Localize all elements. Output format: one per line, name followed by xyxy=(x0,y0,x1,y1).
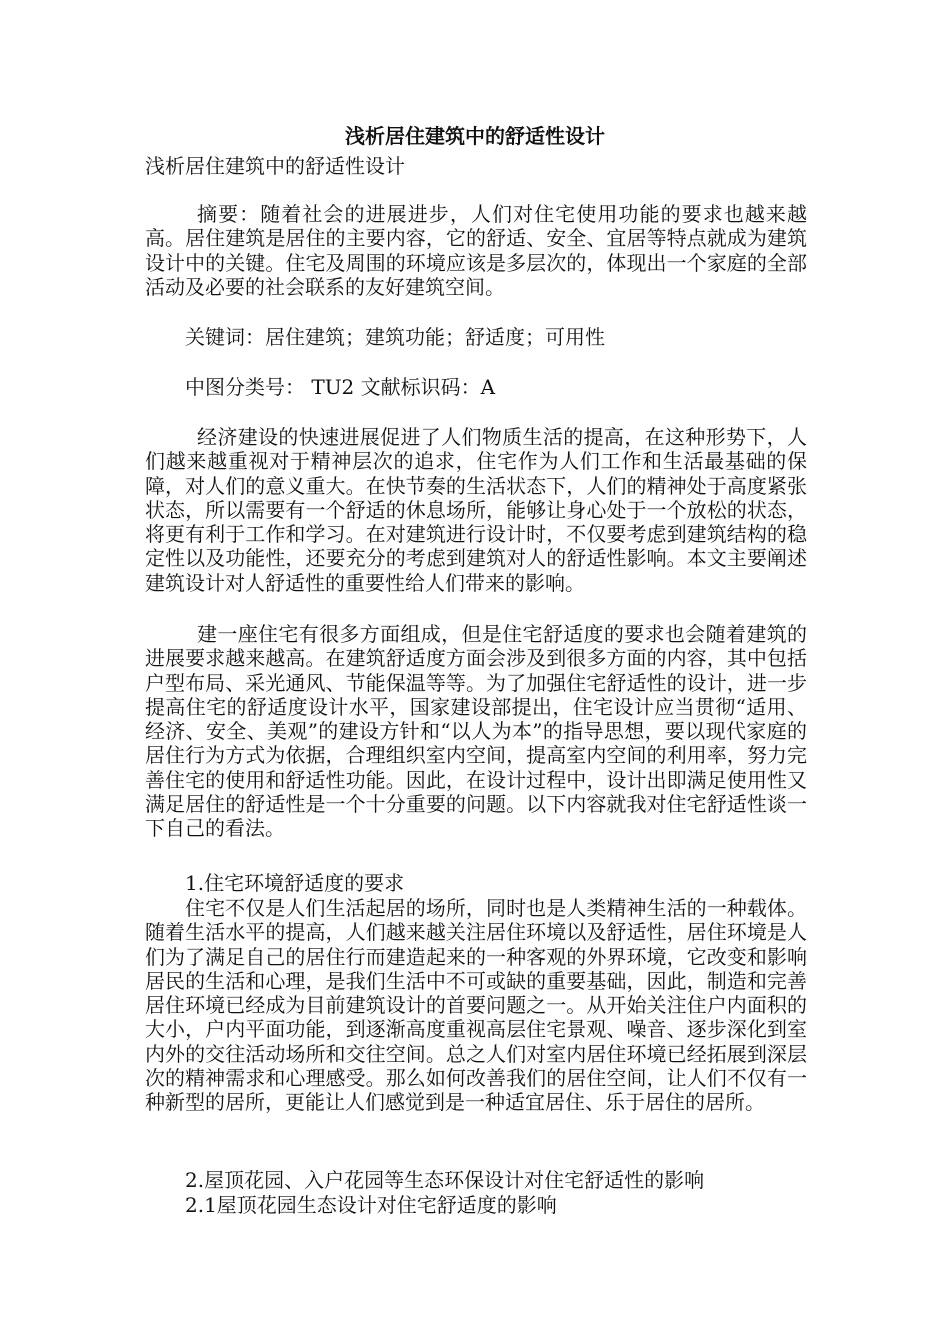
classification-line: 中图分类号： TU2 文献标识码：A xyxy=(185,375,496,399)
section-heading-2: 2.屋顶花园、入户花园等生态环保设计对住宅舒适性的影响 xyxy=(185,1168,705,1192)
document-title: 浅析居住建筑中的舒适性设计 xyxy=(345,124,605,148)
document-subtitle: 浅析居住建筑中的舒适性设计 xyxy=(145,154,405,178)
body-paragraph-2: 建一座住宅有很多方面组成，但是住宅舒适度的要求也会随着建筑的进展要求越来越高。在建筑舒适度方面会涉及到很多方面的内容，其中包括户型布局、采光通风、节能保温等等。为了加强住宅舒适性的设计，进一步提高住宅的舒适度设计水平，国家建设部提出，住宅设计应当贯彻“适用、经济、安全、美观”的建设方针和“以人为本”的指导思想，要以现代家庭的居住行为方式为依据，合理组织室内空间，提高室内空间的利用率，努力完善住宅的使用和舒适性功能。因此，在设计过程中，设计出即满足使用性又满足居住的舒适性是一个十分重要的问题。以下内容就我对住宅舒适性谈一下自己的看法。 xyxy=(145,622,807,841)
section-heading-2-1: 2.1屋顶花园生态设计对住宅舒适度的影响 xyxy=(185,1193,557,1217)
abstract-paragraph: 摘要：随着社会的进展进步，人们对住宅使用功能的要求也越来越高。居住建筑是居住的主要内容，它的舒适、安全、宜居等特点就成为建筑设计中的关键。住宅及周围的环境应该是多层次的，体现出一个家庭的全部活动及必要的社会联系的友好建筑空间。 xyxy=(145,202,807,299)
keywords-line: 关键词：居住建筑；建筑功能；舒适度；可用性 xyxy=(185,325,605,349)
body-paragraph-1: 经济建设的快速进展促进了人们物质生活的提高，在这种形势下，人们越来越重视对于精神层次的追求，住宅作为人们工作和生活最基础的保障，对人们的意义重大。在快节奏的生活状态下，人们的精神处于高度紧张状态，所以需要有一个舒适的休息场所，能够让身心处于一个放松的状态，将更有利于工作和学习。在对建筑进行设计时，不仅要考虑到建筑结构的稳定性以及功能性，还要充分的考虑到建筑对人的舒适性影响。本文主要阐述建筑设计对人舒适性的重要性给人们带来的影响。 xyxy=(145,425,807,595)
section-heading-1: 1.住宅环境舒适度的要求 xyxy=(185,871,405,895)
body-paragraph-3: 住宅不仅是人们生活起居的场所，同时也是人类精神生活的一种载体。随着生活水平的提高，人们越来越关注居住环境以及舒适性，居住环境是人们为了满足自己的居住行而建造起来的一种客观的外界环境，它改变和影响居民的生活和心理，是我们生活中不可或缺的重要基础，因此，制造和完善居住环境已经成为目前建筑设计的首要问题之一。从开始关注住户内面积的大小，户内平面功能，到逐渐高度重视高层住宅景观、噪音、逐步深化到室内外的交往活动场所和交往空间。总之人们对室内居住环境已经拓展到深层次的精神需求和心理感受。那么如何改善我们的居住空间，让人们不仅有一种新型的居所，更能让人们感觉到是一种适宜居住、乐于居住的居所。 xyxy=(145,896,807,1115)
